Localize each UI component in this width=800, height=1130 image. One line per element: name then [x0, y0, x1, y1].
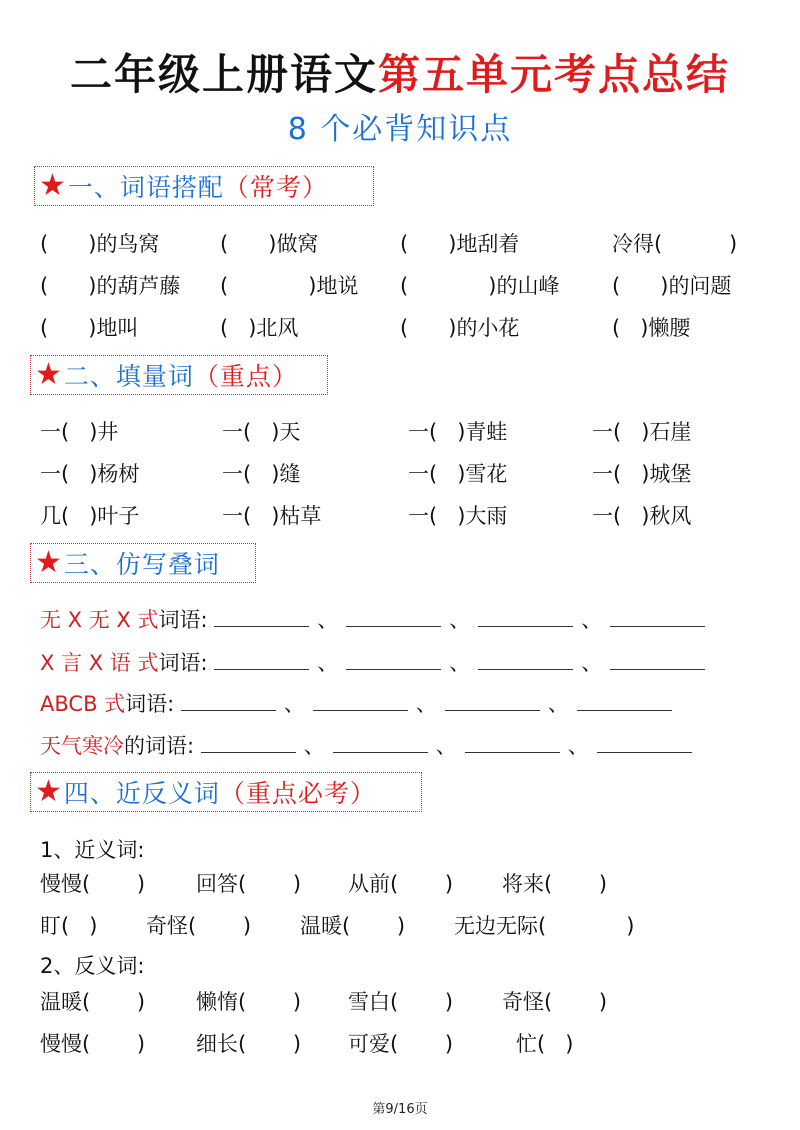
section-title: 三、仿写叠词 [63, 550, 220, 579]
measure-word-item: 一( )石崖 [592, 420, 692, 444]
pattern-label: X 言 X 语 式 [40, 651, 159, 675]
pattern-label: 天气寒冷 [40, 734, 124, 758]
section-tag: （常考） [223, 173, 328, 202]
synonym-item: 回答( ) [196, 872, 302, 896]
section-tag: （重点） [193, 362, 298, 391]
measure-word-item: 一( )秋风 [592, 504, 692, 528]
answer-blank[interactable] [577, 696, 672, 711]
section-title: 二、填量词 [63, 362, 194, 391]
section-header-measure-words [30, 355, 328, 395]
measure-word-item: 一( )缝 [222, 462, 301, 486]
star-icon: ★ [35, 774, 62, 809]
reduplication-line: 无 X 无 X 式词语: 、 、 、 [40, 604, 705, 634]
section-title: 四、近反义词 [63, 779, 220, 808]
antonym-item: 忙( ) [516, 1032, 574, 1056]
answer-blank[interactable] [478, 612, 573, 627]
answer-blank[interactable] [181, 696, 276, 711]
pattern-suffix: 词语: [158, 608, 208, 632]
title-part-2: 第五单元考点总结 [378, 50, 731, 99]
answer-blank[interactable] [313, 696, 408, 711]
answer-blank[interactable] [333, 738, 428, 753]
collocation-item: ( )地叫 [40, 316, 139, 340]
antonym-item: 细长( ) [196, 1032, 302, 1056]
star-icon: ★ [35, 545, 62, 580]
measure-word-item: 几( )叶子 [40, 504, 140, 528]
measure-word-item: 一( )青蛙 [408, 420, 508, 444]
synonym-item: 奇怪( ) [146, 914, 252, 938]
collocation-item: 冷得( ) [612, 232, 738, 256]
pattern-label: 无 X 无 X 式 [40, 608, 159, 632]
antonym-item: 奇怪( ) [502, 990, 608, 1014]
star-icon: ★ [35, 357, 62, 392]
collocation-item: ( )地说 [220, 274, 359, 298]
synonym-item: 慢慢( ) [40, 872, 146, 896]
synonym-item: 温暖( ) [300, 914, 406, 938]
antonym-heading: 2、反义词: [40, 954, 145, 978]
measure-word-item: 一( )天 [222, 420, 301, 444]
answer-blank[interactable] [214, 655, 309, 670]
section-tag: （重点必考） [219, 779, 376, 808]
measure-word-item: 一( )城堡 [592, 462, 692, 486]
antonym-item: 温暖( ) [40, 990, 146, 1014]
collocation-item: ( )北风 [220, 316, 299, 340]
answer-blank[interactable] [478, 655, 573, 670]
pattern-suffix: 词语: [158, 651, 208, 675]
collocation-item: ( )的小花 [400, 316, 520, 340]
collocation-item: ( )做窝 [220, 232, 319, 256]
synonym-item: 将来( ) [502, 872, 608, 896]
answer-blank[interactable] [610, 655, 705, 670]
antonym-item: 懒惰( ) [196, 990, 302, 1014]
answer-blank[interactable] [201, 738, 296, 753]
answer-blank[interactable] [346, 655, 441, 670]
collocation-item: ( )的问题 [612, 274, 732, 298]
star-icon: ★ [39, 168, 66, 203]
antonym-item: 雪白( ) [348, 990, 454, 1014]
answer-blank[interactable] [610, 612, 705, 627]
collocation-item: ( )懒腰 [612, 316, 691, 340]
synonym-item: 无边无际( ) [454, 914, 635, 938]
section-title: 一、词语搭配 [67, 173, 224, 202]
pattern-label: ABCB 式 [40, 692, 126, 716]
title-part-1: 二年级上册语文 [69, 50, 378, 99]
measure-word-item: 一( )井 [40, 420, 119, 444]
reduplication-line: X 言 X 语 式词语: 、 、 、 [40, 647, 705, 677]
pattern-suffix: 词语: [125, 692, 175, 716]
reduplication-line: 天气寒冷的词语: 、 、 、 [40, 730, 692, 760]
reduplication-line: ABCB 式词语: 、 、 、 [40, 688, 672, 718]
page-subtitle: 8 个必背知识点 [287, 112, 513, 147]
answer-blank[interactable] [445, 696, 540, 711]
measure-word-item: 一( )雪花 [408, 462, 508, 486]
answer-blank[interactable] [465, 738, 560, 753]
synonym-heading: 1、近义词: [40, 838, 145, 862]
section-header-reduplication [30, 543, 256, 583]
measure-word-item: 一( )枯草 [222, 504, 322, 528]
antonym-item: 可爱( ) [348, 1032, 454, 1056]
answer-blank[interactable] [597, 738, 692, 753]
measure-word-item: 一( )杨树 [40, 462, 140, 486]
answer-blank[interactable] [346, 612, 441, 627]
answer-blank[interactable] [214, 612, 309, 627]
collocation-item: ( )的葫芦藤 [40, 274, 181, 298]
synonym-item: 从前( ) [348, 872, 454, 896]
section-header-collocation [34, 166, 374, 206]
page-title [0, 42, 800, 102]
section-header-synonyms-antonyms [30, 772, 422, 812]
pattern-suffix: 的词语: [124, 734, 195, 758]
page-number: 第9/16页 [372, 1102, 428, 1117]
collocation-item: ( )的山峰 [400, 274, 560, 298]
collocation-item: ( )地刮着 [400, 232, 520, 256]
measure-word-item: 一( )大雨 [408, 504, 508, 528]
antonym-item: 慢慢( ) [40, 1032, 146, 1056]
synonym-item: 盯( ) [40, 914, 98, 938]
collocation-item: ( )的鸟窝 [40, 232, 160, 256]
